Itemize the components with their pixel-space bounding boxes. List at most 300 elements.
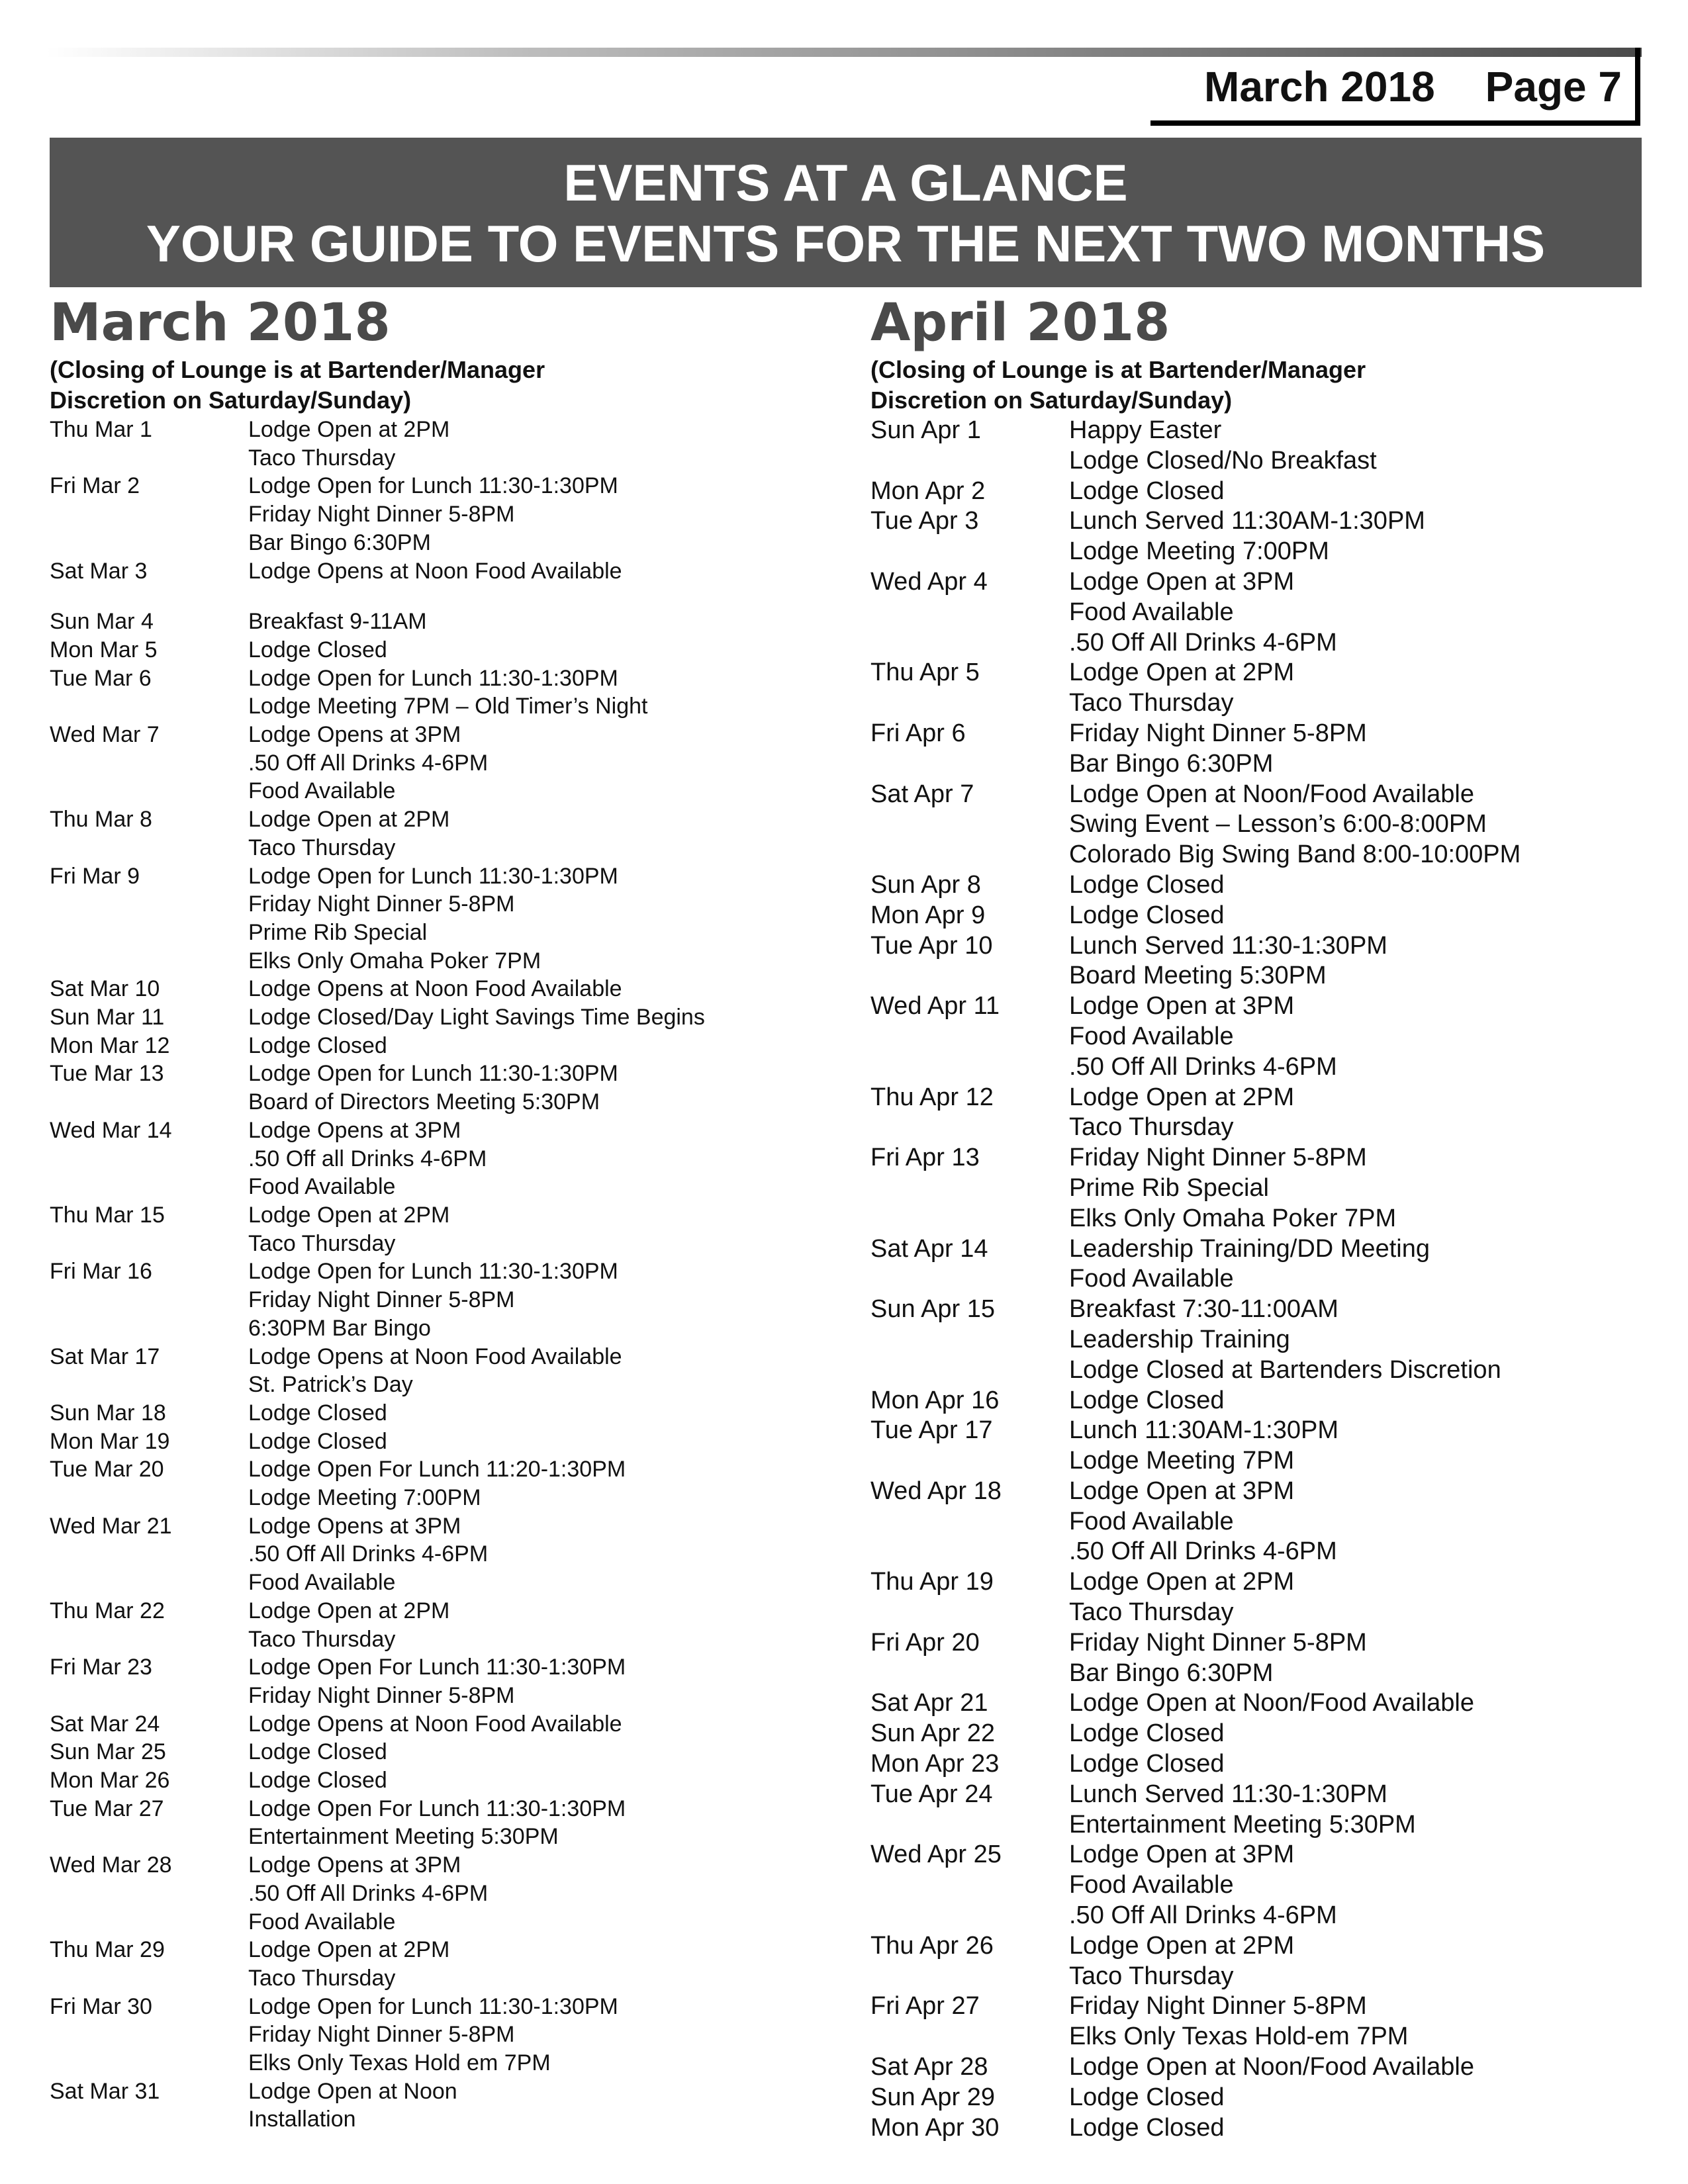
event-details [1069, 2113, 1642, 2144]
event-entry [870, 1628, 1642, 1689]
event-line: Lodge Open at 3PM [1069, 992, 1295, 1021]
event-date: Sat Mar 24 [50, 1711, 160, 1737]
event-line: Colorado Big Swing Band 8:00-10:00PM [1069, 841, 1521, 869]
event-date: Fri Mar 30 [50, 1993, 152, 2019]
event-line: Friday Night Dinner 5-8PM [248, 1682, 515, 1708]
event-line: Food Available [248, 778, 396, 804]
event-details [248, 1597, 831, 1653]
event-line: .50 Off All Drinks 4-6PM [248, 1541, 489, 1567]
event-date: Sun Apr 8 [870, 870, 981, 899]
event-line: Leadership Training/DD Meeting [1069, 1234, 1430, 1263]
event-entry [50, 608, 831, 636]
event-date: Sat Apr 21 [870, 1689, 988, 1717]
event-entry [870, 1991, 1642, 2052]
event-line: Lodge Closed [248, 1428, 387, 1454]
event-line: Bar Bingo 6:30PM [1069, 749, 1274, 778]
event-entry [870, 1143, 1642, 1234]
event-line: Lunch Served 11:30-1:30PM [1069, 931, 1387, 960]
event-line: Taco Thursday [248, 1230, 396, 1256]
event-line: Lodge Open at 2PM [248, 1202, 450, 1228]
march-events-list [50, 416, 831, 2134]
event-line: .50 Off All Drinks 4-6PM [248, 750, 489, 776]
event-line: Prime Rib Special [1069, 1173, 1269, 1202]
event-line: Lodge Open at 3PM [1069, 1841, 1295, 1869]
event-details [1069, 780, 1642, 870]
event-details [248, 664, 831, 721]
event-entry [50, 1936, 831, 1992]
event-entry [870, 1567, 1642, 1628]
event-line: Lodge Opens at 3PM [248, 722, 461, 748]
event-line: Bar Bingo 6:30PM [248, 529, 431, 555]
event-details [1069, 506, 1642, 567]
event-entry [50, 2077, 831, 2134]
event-details [1069, 1780, 1642, 1841]
april-title: April 2018 [870, 293, 1170, 353]
event-entry [50, 721, 831, 805]
event-line: Lodge Open For Lunch 11:30-1:30PM [248, 1796, 626, 1821]
event-line: Friday Night Dinner 5-8PM [248, 2022, 515, 2048]
event-line: Friday Night Dinner 5-8PM [1069, 1992, 1367, 2021]
event-line: Board of Directors Meeting 5:30PM [248, 1089, 600, 1115]
event-entry [870, 567, 1642, 658]
event-entry [870, 477, 1642, 507]
april-column [870, 291, 1642, 2143]
event-details [1069, 567, 1642, 658]
event-details [1069, 1234, 1642, 1295]
event-line: Friday Night Dinner 5-8PM [1069, 719, 1367, 747]
event-details [1069, 1143, 1642, 1234]
event-details [1069, 477, 1642, 507]
event-line: Food Available [1069, 1871, 1234, 1899]
event-entry [50, 1116, 831, 1201]
event-date: Wed Mar 7 [50, 722, 160, 748]
event-line: Lunch Served 11:30-1:30PM [1069, 1780, 1387, 1808]
event-entry [50, 636, 831, 664]
event-details [1069, 1931, 1642, 1992]
event-date: Wed Mar 28 [50, 1852, 172, 1878]
event-line: Installation [248, 2107, 356, 2132]
event-line: Taco Thursday [248, 1965, 396, 1991]
event-date: Sun Apr 22 [870, 1719, 996, 1748]
event-entry [870, 901, 1642, 931]
event-date: Fri Mar 16 [50, 1259, 152, 1285]
event-date: Fri Apr 27 [870, 1992, 980, 2021]
event-line: Taco Thursday [1069, 1962, 1234, 1990]
event-details [1069, 1083, 1642, 1144]
event-line: Taco Thursday [1069, 1598, 1234, 1627]
event-entry [870, 1840, 1642, 1931]
event-line: Taco Thursday [248, 1626, 396, 1652]
event-date: Tue Apr 17 [870, 1416, 993, 1445]
event-line: Lodge Open For Lunch 11:30-1:30PM [248, 1655, 626, 1680]
event-line: Lodge Open at Noon/Food Available [1069, 780, 1474, 808]
event-entry [870, 780, 1642, 870]
event-line: Leadership Training [1069, 1325, 1290, 1353]
event-details [248, 557, 831, 586]
event-line: Lodge Open at 2PM [1069, 659, 1295, 687]
event-line: Lodge Open at 2PM [1069, 1931, 1295, 1960]
event-entry [50, 1257, 831, 1342]
event-line: 6:30PM Bar Bingo [248, 1315, 431, 1341]
event-details [1069, 1295, 1642, 1385]
event-entry [50, 1343, 831, 1399]
event-details [1069, 719, 1642, 780]
event-line: Lodge Open at Noon/Food Available [1069, 2053, 1474, 2081]
event-line: Lodge Opens at 3PM [248, 1117, 461, 1143]
event-line: Breakfast 9-11AM [248, 609, 427, 635]
event-details [1069, 1416, 1642, 1477]
entry-spacer [50, 585, 831, 608]
event-entry [50, 472, 831, 557]
event-line: Lodge Open at 2PM [248, 807, 450, 833]
event-date: Tue Apr 24 [870, 1780, 993, 1808]
event-details [248, 1060, 831, 1116]
event-details [248, 975, 831, 1003]
event-entry [50, 1851, 831, 1936]
event-line: Elks Only Texas Hold em 7PM [248, 2050, 551, 2076]
event-line: Lodge Closed [1069, 2083, 1225, 2111]
event-line: Lodge Open at 3PM [1069, 567, 1295, 596]
event-line: Lodge Open at 2PM [248, 417, 450, 442]
event-line: Lodge Meeting 7:00PM [1069, 537, 1329, 566]
event-line: Lodge Closed at Bartenders Discretion [1069, 1355, 1501, 1384]
event-date: Thu Apr 5 [870, 659, 980, 687]
april-note-line-1: (Closing of Lounge is at Bartender/Manager [870, 356, 1366, 383]
april-note-line-2: Discretion on Saturday/Sunday) [870, 387, 1233, 414]
event-line: Lodge Opens at Noon Food Available [248, 558, 622, 584]
event-details [1069, 416, 1642, 477]
event-line: Lodge Closed [248, 1739, 387, 1765]
event-date: Sun Apr 29 [870, 2083, 996, 2111]
event-entry [50, 862, 831, 976]
event-line: Lodge Meeting 7PM – Old Timer’s Night [248, 694, 648, 719]
event-entry [50, 1710, 831, 1739]
event-date: Sat Mar 17 [50, 1343, 160, 1369]
event-entry [50, 1060, 831, 1116]
event-entry [50, 1738, 831, 1766]
event-date: Wed Apr 18 [870, 1477, 1002, 1505]
event-date: Sat Apr 7 [870, 780, 974, 808]
event-line: Lodge Closed [248, 1032, 387, 1058]
event-entry [870, 931, 1642, 992]
event-details [1069, 1628, 1642, 1689]
event-details [1069, 1991, 1642, 2052]
event-details [248, 1851, 831, 1936]
event-date: Fri Apr 20 [870, 1628, 980, 1657]
event-entry [870, 2052, 1642, 2083]
event-line: Happy Easter [1069, 416, 1222, 444]
event-entry [870, 1477, 1642, 1567]
april-events-list [870, 416, 1642, 2143]
event-line: Food Available [1069, 1265, 1234, 1293]
event-line: Swing Event – Lesson’s 6:00-8:00PM [1069, 810, 1487, 839]
event-line: Food Available [1069, 1507, 1234, 1535]
event-entry [50, 1201, 831, 1257]
event-line: Elks Only Omaha Poker 7PM [1069, 1204, 1397, 1232]
event-details [248, 1428, 831, 1456]
event-date: Mon Mar 26 [50, 1768, 170, 1794]
event-line: Entertainment Meeting 5:30PM [1069, 1810, 1416, 1839]
event-entry [50, 1003, 831, 1032]
event-details [248, 416, 831, 472]
event-details [248, 1710, 831, 1739]
event-line: Lodge Open at 2PM [1069, 1568, 1295, 1596]
event-date: Thu Apr 12 [870, 1083, 994, 1111]
event-line: Lodge Closed [248, 637, 387, 662]
event-entry [870, 1749, 1642, 1780]
event-date: Sun Apr 15 [870, 1295, 996, 1324]
event-line: Lodge Closed [1069, 1750, 1225, 1778]
event-details [248, 472, 831, 557]
event-date: Sun Mar 18 [50, 1400, 166, 1426]
event-line: Lodge Opens at 3PM [248, 1513, 461, 1539]
event-line: Taco Thursday [1069, 689, 1234, 717]
event-line: Elks Only Omaha Poker 7PM [248, 948, 541, 974]
event-entry [50, 664, 831, 721]
event-entry [870, 416, 1642, 477]
march-column [50, 291, 831, 2134]
event-line: Taco Thursday [1069, 1113, 1234, 1142]
event-line: Bar Bingo 6:30PM [1069, 1659, 1274, 1687]
event-entry [870, 991, 1642, 1082]
event-details [248, 1116, 831, 1201]
event-entry [50, 416, 831, 472]
events-banner [50, 138, 1642, 287]
event-entry [870, 1780, 1642, 1841]
event-date: Fri Mar 2 [50, 473, 140, 499]
event-line: Lodge Meeting 7PM [1069, 1447, 1295, 1475]
event-line: Friday Night Dinner 5-8PM [248, 891, 515, 917]
event-date: Fri Apr 6 [870, 719, 966, 747]
event-line: Lodge Open for Lunch 11:30-1:30PM [248, 473, 618, 499]
event-line: Lodge Closed/No Breakfast [1069, 446, 1377, 475]
event-entry [50, 1597, 831, 1653]
event-line: Lodge Closed [1069, 1719, 1225, 1748]
event-details [248, 1343, 831, 1399]
event-date: Fri Apr 13 [870, 1144, 980, 1172]
event-entry [870, 1083, 1642, 1144]
event-line: Lodge Open for Lunch 11:30-1:30PM [248, 665, 618, 691]
event-line: Food Available [248, 1570, 396, 1596]
event-date: Tue Mar 13 [50, 1061, 164, 1087]
event-date: Sun Mar 11 [50, 1005, 165, 1030]
event-line: Lodge Closed [1069, 901, 1225, 929]
event-details [248, 1032, 831, 1060]
event-details [1069, 1477, 1642, 1567]
event-line: Food Available [1069, 1022, 1234, 1050]
event-details [1069, 2052, 1642, 2083]
event-date: Sat Mar 31 [50, 2078, 160, 2104]
march-note-line-1: (Closing of Lounge is at Bartender/Manager [50, 356, 545, 383]
event-details [248, 1003, 831, 1032]
header-month: March 2018 [1204, 63, 1435, 111]
event-entry [50, 805, 831, 862]
event-details [1069, 870, 1642, 901]
event-date: Wed Apr 11 [870, 992, 1000, 1021]
event-entry [50, 1455, 831, 1512]
event-entry [50, 1032, 831, 1060]
event-date: Thu Apr 26 [870, 1931, 994, 1960]
march-title: March 2018 [50, 293, 391, 353]
event-date: Sat Apr 28 [870, 2053, 988, 2081]
event-details [248, 1653, 831, 1709]
event-date: Thu Mar 22 [50, 1598, 165, 1623]
event-line: Lodge Opens at 3PM [248, 1852, 461, 1878]
event-entry [870, 2083, 1642, 2113]
banner-subtitle: YOUR GUIDE TO EVENTS FOR THE NEXT TWO MONTHS [146, 214, 1546, 273]
event-details [1069, 1386, 1642, 1416]
event-date: Tue Mar 27 [50, 1796, 164, 1821]
event-details [248, 1766, 831, 1795]
event-line: Entertainment Meeting 5:30PM [248, 1824, 559, 1850]
event-details [1069, 1688, 1642, 1719]
event-line: .50 Off all Drinks 4-6PM [248, 1146, 487, 1171]
event-line: Lodge Open at 2PM [248, 1937, 450, 1963]
event-entry [870, 1416, 1642, 1477]
event-date: Mon Mar 19 [50, 1428, 170, 1454]
event-line: Lodge Open for Lunch 11:30-1:30PM [248, 1993, 618, 2019]
event-line: Lodge Open For Lunch 11:20-1:30PM [248, 1457, 626, 1482]
event-date: Mon Apr 30 [870, 2113, 1000, 2142]
event-entry [870, 658, 1642, 719]
event-date: Tue Mar 20 [50, 1457, 164, 1482]
event-line: Board Meeting 5:30PM [1069, 962, 1327, 990]
event-entry [50, 1653, 831, 1709]
event-details [1069, 1719, 1642, 1749]
march-note-line-2: Discretion on Saturday/Sunday) [50, 387, 412, 414]
event-details [1069, 1840, 1642, 1931]
event-line: Lodge Open at 2PM [1069, 1083, 1295, 1111]
event-entry [50, 1512, 831, 1597]
event-line: Friday Night Dinner 5-8PM [248, 502, 515, 527]
event-date: Wed Mar 14 [50, 1117, 172, 1143]
event-line: Lodge Closed [1069, 1386, 1225, 1414]
event-line: Lodge Open at Noon [248, 2078, 457, 2104]
event-date: Sat Mar 10 [50, 976, 160, 1002]
event-date: Sun Mar 25 [50, 1739, 166, 1765]
event-date: Wed Mar 21 [50, 1513, 172, 1539]
event-entry [870, 1234, 1642, 1295]
event-line: Breakfast 7:30-11:00AM [1069, 1295, 1338, 1324]
event-date: Thu Mar 15 [50, 1202, 165, 1228]
event-details [1069, 1749, 1642, 1780]
event-date: Fri Mar 23 [50, 1655, 152, 1680]
event-line: Food Available [248, 1174, 396, 1200]
event-details [248, 862, 831, 976]
event-line: Lodge Meeting 7:00PM [248, 1485, 481, 1511]
event-line: Lunch 11:30AM-1:30PM [1069, 1416, 1338, 1445]
event-date: Sun Apr 1 [870, 416, 981, 444]
event-line: Taco Thursday [248, 445, 396, 471]
event-line: Taco Thursday [248, 835, 396, 860]
event-date: Thu Mar 29 [50, 1937, 165, 1963]
event-details [248, 1795, 831, 1851]
event-line: Lodge Open for Lunch 11:30-1:30PM [248, 863, 618, 889]
event-details [248, 1936, 831, 1992]
event-details [248, 1257, 831, 1342]
event-line: Lodge Closed/Day Light Savings Time Begins [248, 1005, 705, 1030]
event-details [248, 805, 831, 862]
event-date: Fri Mar 9 [50, 863, 140, 889]
event-line: Friday Night Dinner 5-8PM [1069, 1144, 1367, 1172]
event-line: Lodge Closed [248, 1400, 387, 1426]
event-line: Lodge Closed [248, 1768, 387, 1794]
event-entry [50, 1993, 831, 2077]
event-line: .50 Off All Drinks 4-6PM [1069, 1901, 1337, 1930]
event-date: Thu Apr 19 [870, 1568, 994, 1596]
event-details [1069, 931, 1642, 992]
event-line: Lodge Opens at Noon Food Available [248, 1343, 622, 1369]
event-entry [870, 1719, 1642, 1749]
event-date: Sat Mar 3 [50, 558, 148, 584]
event-entry [50, 1428, 831, 1456]
event-line: Lodge Open for Lunch 11:30-1:30PM [248, 1259, 618, 1285]
event-entry [50, 1795, 831, 1851]
banner-title: EVENTS AT A GLANCE [563, 154, 1128, 212]
event-line: Food Available [248, 1909, 396, 1934]
event-entry [50, 1766, 831, 1795]
event-line: Lodge Closed [1069, 870, 1225, 899]
event-details [248, 1512, 831, 1597]
event-line: Prime Rib Special [248, 919, 428, 945]
event-date: Mon Mar 5 [50, 637, 158, 662]
event-details [1069, 2083, 1642, 2113]
event-line: .50 Off All Drinks 4-6PM [1069, 628, 1337, 657]
event-date: Tue Apr 3 [870, 507, 979, 535]
event-date: Wed Apr 25 [870, 1841, 1002, 1869]
event-entry [870, 506, 1642, 567]
event-entry [870, 2113, 1642, 2144]
event-line: Lodge Open at Noon/Food Available [1069, 1689, 1474, 1717]
event-details [1069, 658, 1642, 719]
event-date: Thu Mar 8 [50, 807, 152, 833]
event-line: Lodge Opens at Noon Food Available [248, 976, 622, 1002]
event-line: Elks Only Texas Hold-em 7PM [1069, 2023, 1409, 2051]
event-entry [870, 1931, 1642, 1992]
event-date: Mon Apr 23 [870, 1750, 1000, 1778]
event-details [248, 608, 831, 636]
event-entry [50, 557, 831, 586]
event-details [1069, 1567, 1642, 1628]
event-line: Lodge Open at 2PM [248, 1598, 450, 1623]
event-line: Food Available [1069, 598, 1234, 626]
event-line: Lodge Opens at Noon Food Available [248, 1711, 622, 1737]
event-line: Friday Night Dinner 5-8PM [248, 1287, 515, 1313]
event-date: Mon Apr 9 [870, 901, 986, 929]
event-date: Tue Apr 10 [870, 931, 993, 960]
event-entry [870, 870, 1642, 901]
event-line: .50 Off All Drinks 4-6PM [1069, 1052, 1337, 1081]
event-entry [870, 1386, 1642, 1416]
event-line: Lodge Open for Lunch 11:30-1:30PM [248, 1061, 618, 1087]
event-details [248, 2077, 831, 2134]
event-details [248, 1993, 831, 2077]
event-line: Lunch Served 11:30AM-1:30PM [1069, 507, 1425, 535]
event-date: Sat Apr 14 [870, 1234, 988, 1263]
event-date: Sun Mar 4 [50, 609, 154, 635]
event-entry [50, 1399, 831, 1428]
event-details [248, 1399, 831, 1428]
event-details [248, 1201, 831, 1257]
event-date: Mon Apr 16 [870, 1386, 1000, 1414]
event-details [1069, 991, 1642, 1082]
page-number: Page 7 [1485, 63, 1622, 111]
event-details [248, 1738, 831, 1766]
event-date: Thu Mar 1 [50, 417, 152, 442]
event-entry [50, 975, 831, 1003]
event-line: St. Patrick’s Day [248, 1372, 413, 1398]
event-date: Mon Mar 12 [50, 1032, 170, 1058]
